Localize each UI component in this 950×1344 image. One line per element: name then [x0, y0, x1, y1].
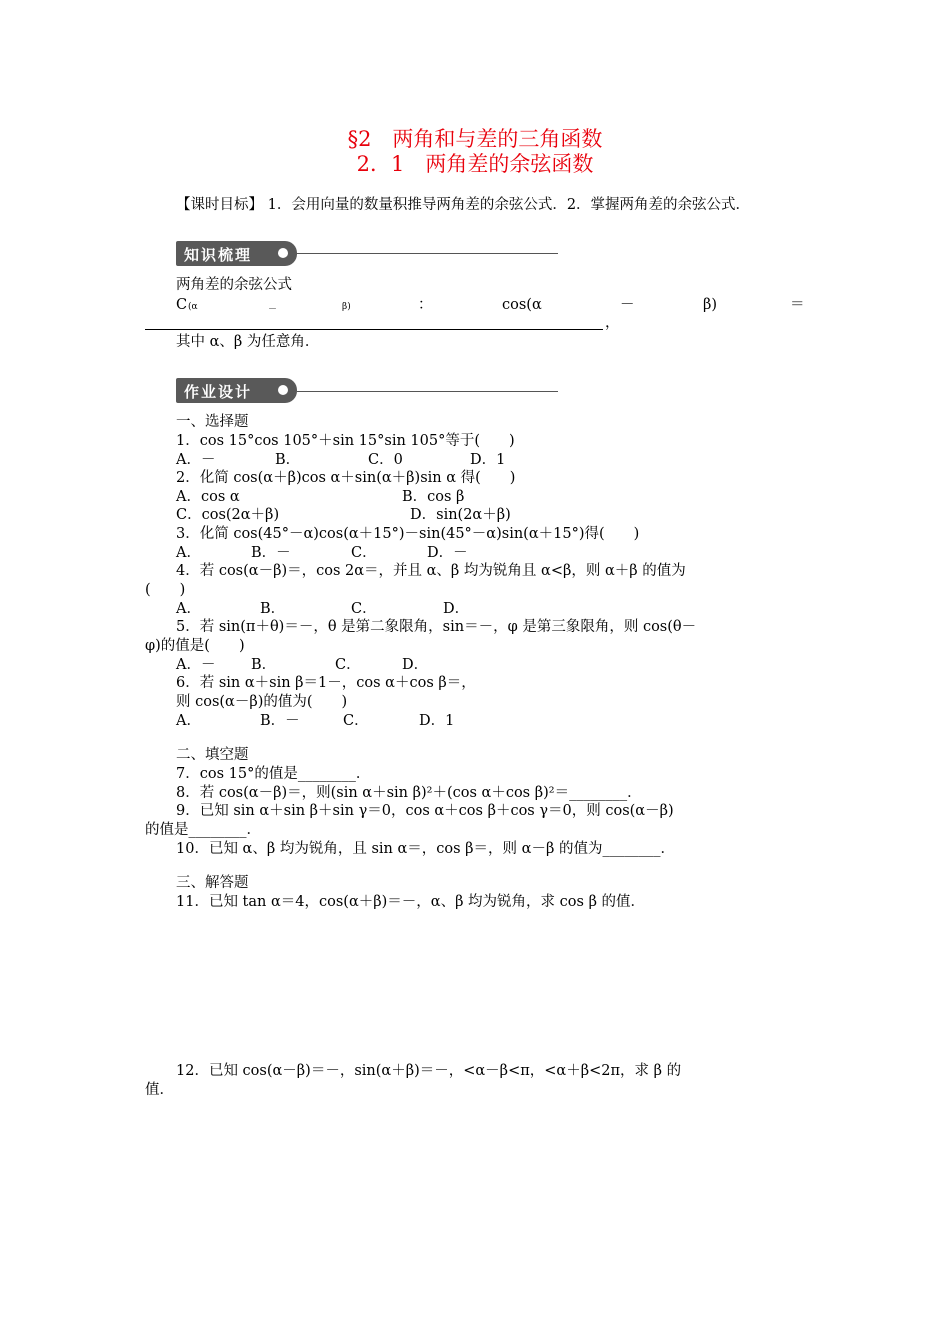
option-c: C．	[351, 601, 377, 617]
option-b: B．	[251, 657, 277, 673]
formula-equals: ＝	[790, 297, 805, 313]
formula-comma: ，	[605, 315, 620, 331]
option-c: C．	[343, 713, 369, 729]
question-6-cont: 则 cos(α－β)的值为( )	[176, 694, 348, 710]
formula-subscript-alpha: (α	[188, 302, 198, 312]
formula-heading: 两角差的余弦公式	[176, 277, 292, 293]
option-b: B．－	[260, 713, 300, 729]
formula-beta: β)	[703, 297, 718, 313]
bullet-icon	[278, 385, 288, 395]
question-9-cont: 的值是________．	[145, 822, 261, 838]
option-d: D．1	[419, 713, 455, 729]
question-4: 4．若 cos(α－β)＝，cos 2α＝，并且 α、β 均为锐角且 α<β，则 α＋β 的值为	[176, 563, 686, 579]
option-a: A．	[176, 545, 201, 561]
formula-cos: cos(α	[502, 297, 542, 313]
option-a: A．－	[176, 657, 216, 673]
formula-minus: －	[620, 297, 635, 313]
question-3: 3．化简 cos(45°－α)cos(α＋15°)－sin(45°－α)sin(α＋15°)得( )	[176, 526, 640, 542]
question-9: 9．已知 sin α＋sin β＋sin γ＝0，cos α＋cos β＋cos γ＝0，则 cos(α－β)	[176, 803, 674, 819]
question-2: 2．化简 cos(α＋β)cos α＋sin(α＋β)sin α 得( )	[176, 470, 516, 486]
option-b: B．	[260, 601, 286, 617]
section-heading-answer: 三、解答题	[176, 875, 249, 891]
option-b: B．－	[251, 545, 291, 561]
formula-colon: ：	[418, 297, 433, 313]
section-title: 2．1 两角差的余弦函数	[356, 152, 594, 176]
knowledge-badge	[176, 241, 297, 266]
question-8: 8．若 cos(α－β)＝，则(sin α＋sin β)²＋(cos α＋cos β)²＝________．	[176, 785, 642, 801]
option-a: A．	[176, 601, 201, 617]
knowledge-badge-label: 知识梳理	[184, 246, 253, 264]
question-4-cont: ( )	[145, 582, 186, 598]
option-c: C．	[335, 657, 361, 673]
formula-subscript-minus: －	[268, 305, 278, 315]
question-12: 12．已知 cos(α－β)＝－，sin(α＋β)＝－，<α－β<π，<α＋β<2π，求 β 的	[176, 1063, 682, 1079]
option-d: D．	[402, 657, 429, 673]
option-c: C．cos(2α＋β)	[176, 507, 280, 523]
option-d: D．－	[427, 545, 468, 561]
formula-note: 其中 α、β 为任意角．	[176, 334, 320, 350]
question-6: 6．若 sin α＋sin β＝1－，cos α＋cos β＝，	[176, 675, 476, 691]
question-11: 11．已知 tan α＝4，cos(α＋β)＝－，α、β 均为锐角，求 cos β 的值．	[176, 894, 646, 910]
divider	[297, 253, 558, 254]
divider	[297, 391, 558, 392]
question-7: 7．cos 15°的值是________．	[176, 766, 371, 782]
option-b: B．	[275, 452, 301, 468]
section-heading-choice: 一、选择题	[176, 414, 249, 430]
homework-badge	[176, 378, 297, 403]
question-5: 5．若 sin(π＋θ)＝－，θ 是第二象限角，sin＝－，φ 是第三象限角，则 cos(θ－	[176, 619, 697, 635]
option-b: B．cos β	[402, 489, 465, 505]
question-10: 10．已知 α、β 均为锐角，且 sin α＝，cos β＝，则 α－β 的值为________．	[176, 841, 675, 857]
formula-label: C	[176, 297, 188, 313]
option-d: D．1	[470, 452, 506, 468]
page-title: §2 两角和与差的三角函数	[347, 127, 603, 151]
formula-subscript-beta: β)	[342, 302, 351, 312]
question-1: 1．cos 15°cos 105°＋sin 15°sin 105°等于( )	[176, 433, 515, 449]
section-heading-fill: 二、填空题	[176, 747, 249, 763]
option-d: D．sin(2α＋β)	[410, 507, 511, 523]
option-a: A．－	[176, 452, 216, 468]
option-a: A．cos α	[176, 489, 240, 505]
answer-blank	[145, 329, 603, 330]
option-c: C．0	[368, 452, 403, 468]
question-5-cont: φ)的值是( )	[145, 638, 245, 654]
bullet-icon	[278, 248, 288, 258]
option-a: A．	[176, 713, 201, 729]
option-d: D．	[443, 601, 470, 617]
objectives-text: 【课时目标】 1．会用向量的数量积推导两角差的余弦公式．2．掌握两角差的余弦公式．	[176, 197, 751, 213]
option-c: C．	[351, 545, 377, 561]
question-12-cont: 值．	[145, 1082, 174, 1098]
homework-badge-label: 作业设计	[184, 383, 253, 401]
